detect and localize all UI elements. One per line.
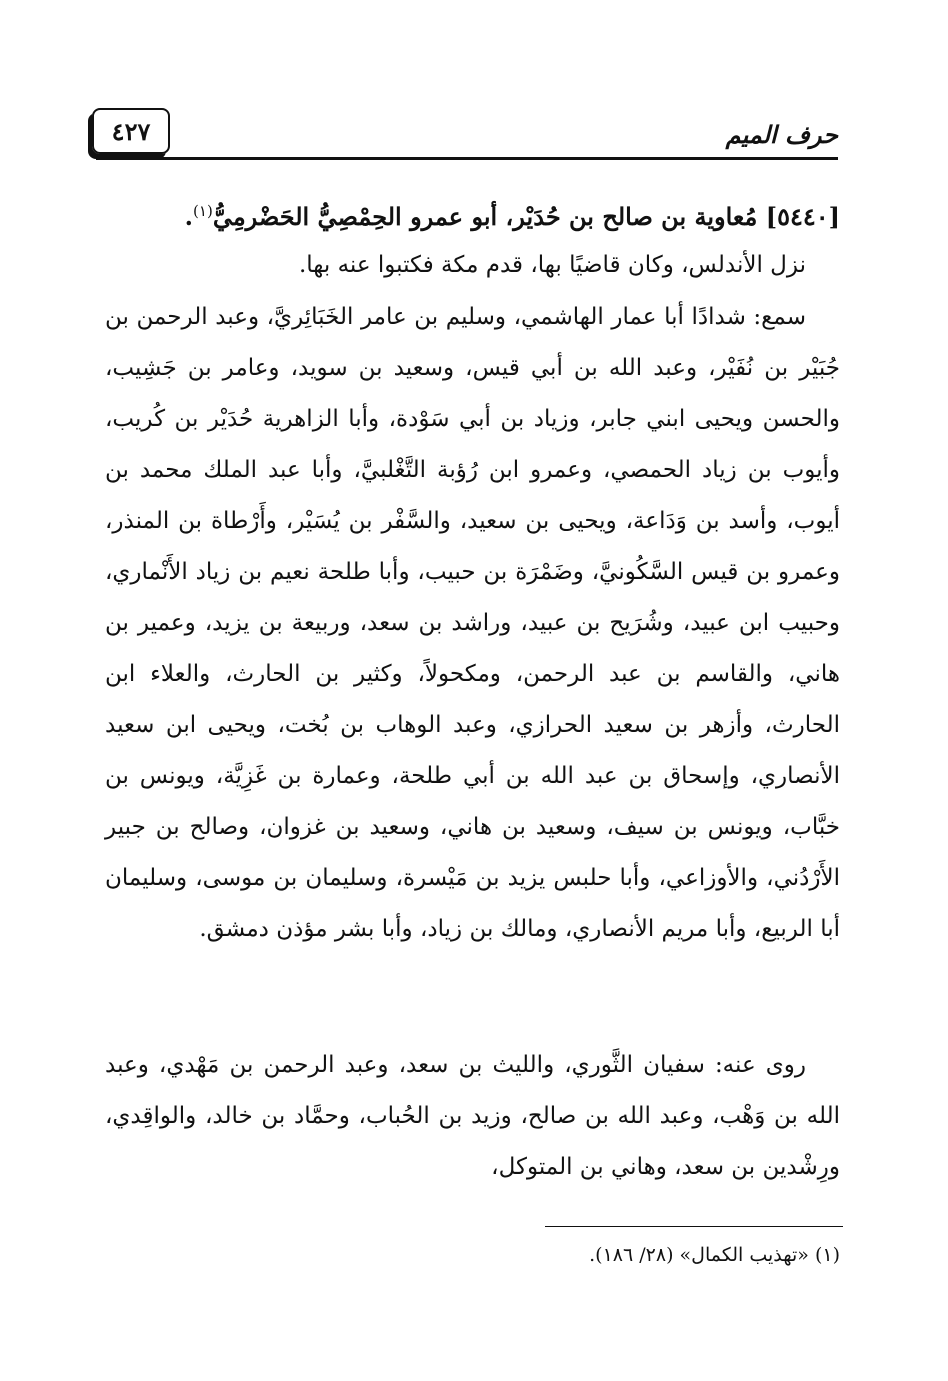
entry-number: [٥٤٤٠] [765, 202, 840, 231]
page-number: ٤٢٧ [92, 108, 170, 154]
footnote-rule [545, 1226, 843, 1227]
footnote-reference[interactable]: (١) [193, 202, 213, 220]
paragraph-students: روى عنه: سفيان الثَّوري، والليث بن سعد، وعبد الرحمن بن مَهْدي، وعبد الله بن وَهْب، وعبد الله بن صالح، وزيد بن الحُباب، وحمَّاد بن خالد، والواقِدي، ورِشْدين بن سعد، وهاني بن المتوكل، [105, 1052, 840, 1180]
header-rule [96, 157, 838, 160]
paragraph-residence: نزل الأندلس، وكان قاضيًا بها، قدم مكة فكتبوا عنه بها. [298, 252, 806, 278]
entry-end-mark: . [184, 202, 194, 231]
footnote: (١) «تهذيب الكمال» (٢٨/ ١٨٦). [589, 1244, 840, 1266]
running-head: حرف الميم [725, 120, 838, 149]
entry-name: مُعاوية بن صالح بن حُدَيْر، أبو عمرو الحِمْصِيُّ الحَضْرمِيُّ [212, 202, 758, 231]
entry-heading [105, 186, 840, 242]
paragraph-teachers: سمع: شدادًا أبا عمار الهاشمي، وسليم بن عامر الخَبَائِريَّ، وعبد الرحمن بن جُبَيْر بن نُفَيْر، وعبد الله بن أبي قيس، وسعيد بن سويد، وعامر بن جَشِيب، والحسن ويحيى ابني جابر، وزياد بن أبي سَوْدة، وأبا الزاهرية حُدَيْر بن كُريب، وأيوب بن زياد الحمصي، وعمرو ابن رُؤبة التَّغْلبيَّ، وأبا عبد الملك محمد بن أيوب، وأسد بن وَدَاعة، ويحيى بن سعيد، والسَّفْر بن يُسَيْر، وأَرْطاة بن المنذر، وعمرو بن قيس السَّكُونيَّ، وضَمْرَة بن حبيب، وأبا طلحة نعيم بن زياد الأَنْماري، وحبيب ابن عبيد، وشُرَيح بن عبيد، وراشد بن سعد، وربيعة بن يزيد، وعمير بن هاني، والقاسم بن عبد الرحمن، ومكحولاً، وكثير بن الحارث، والعلاء ابن الحارث، وأزهر بن سعيد الحرازي، وعبد الوهاب بن بُخت، ويحيى ابن سعيد الأنصاري، وإسحاق بن عبد الله بن أبي طلحة، وعمارة بن غَزِيَّة، ويونس بن خبَّاب، ويونس بن سيف، وسعيد بن هاني، وسعيد بن غزوان، وصالح بن جبير الأَرْدُني، والأوزاعي، وأبا حلبس يزيد بن مَيْسرة، وسليمان بن موسى، وسليمان أبا الربيع، وأبا مريم الأنصاري، ومالك بن زياد، وأبا بشر مؤذن دمشق. [105, 304, 840, 942]
